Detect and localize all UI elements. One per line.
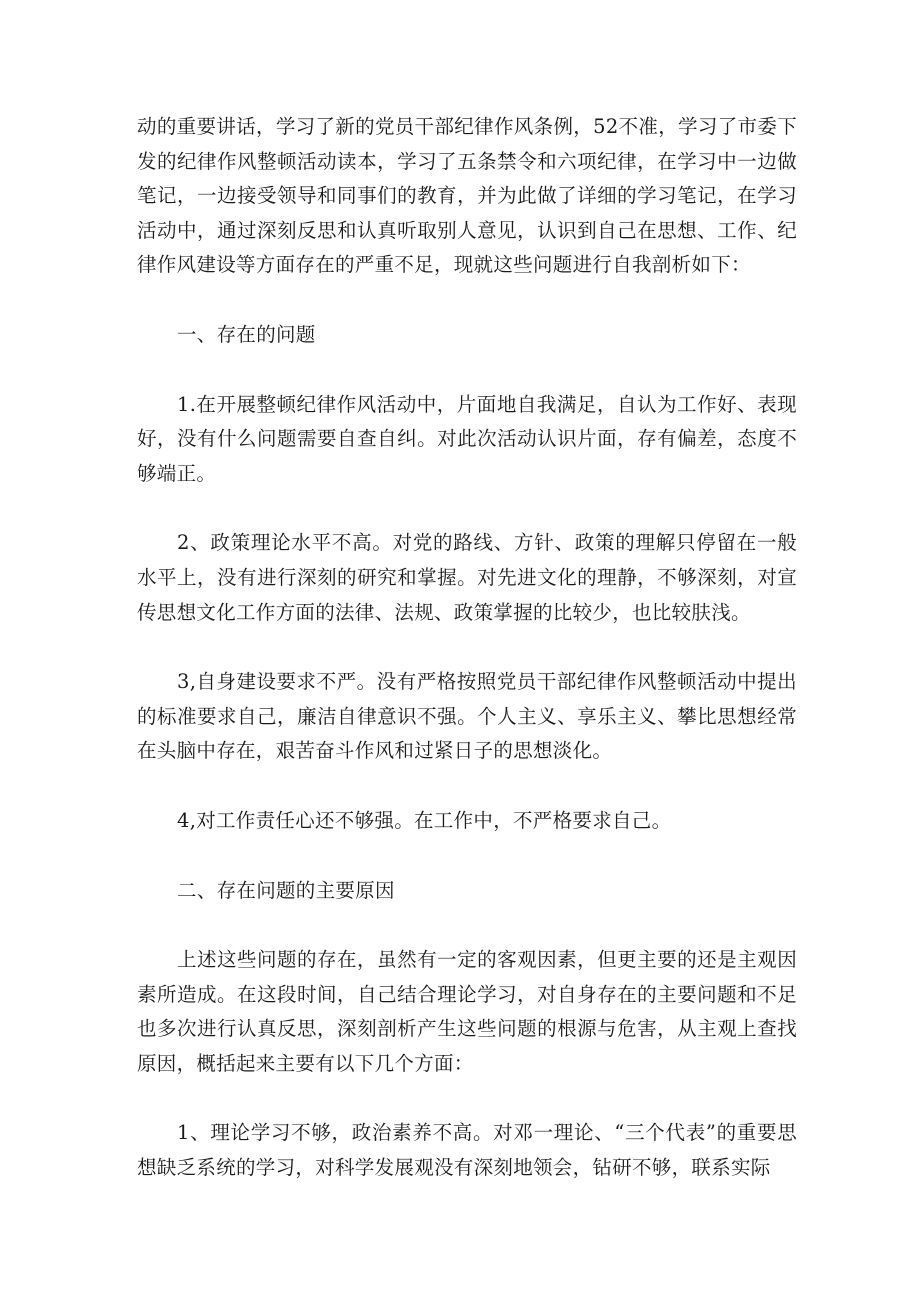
intro-paragraph: 动的重要讲话，学习了新的党员干部纪律作风条例，52不准，学习了市委下发的纪律作风整顿活动读本，学习了五条禁令和六项纪律，在学习中一边做笔记，一边接受领导和同事们的教育，并为此做了详细的学习笔记，在学习活动中，通过深刻反思和认真听取别人意见，认识到自己在思想、工作、纪律作风建设等方面存在的严重不足，现就这些问题进行自我剖析如下： <box>137 115 797 277</box>
problem-item-1: 1.在开展整顿纪律作风活动中，片面地自我满足，自认为工作好、表现好，没有什么问题需要自查自纠。对此次活动认识片面，存有偏差，态度不够端正。 <box>137 392 797 485</box>
section-heading-causes: 二、存在问题的主要原因 <box>177 878 395 902</box>
section-heading-problems: 一、存在的问题 <box>177 322 316 346</box>
problem-item-2: 2、政策理论水平不高。对党的路线、方针、政策的理解只停留在一般水平上，没有进行深刻的研究和掌握。对先进文化的理静，不够深刻，对宣传思想文化工作方面的法律、法规、政策掌握的比较少，也比较肤浅。 <box>137 531 797 624</box>
cause-item-1: 1、理论学习不够，政治素养不高。对邓一理论、“三个代表”的重要思想缺乏系统的学习，对科学发展观没有深刻地领会，钻研不够，联系实际 <box>137 1121 797 1180</box>
causes-intro-paragraph: 上述这些问题的存在，虽然有一定的客观因素，但更主要的还是主观因素所造成。在这段时间，自己结合理论学习，对自身存在的主要问题和不足也多次进行认真反思，深刻剖析产生这些问题的根源与危害，从主观上查找原因，概括起来主要有以下几个方面： <box>137 948 797 1075</box>
problem-item-4: 4,对工作责任心还不够强。在工作中，不严格要求自己。 <box>177 808 672 832</box>
document-page <box>137 110 797 1221</box>
problem-item-3: 3,自身建设要求不严。没有严格按照党员干部纪律作风整顿活动中提出的标准要求自己，廉洁自律意识不强。个人主义、享乐主义、攀比思想经常在头脑中存在，艰苦奋斗作风和过紧日子的思想淡化。 <box>137 670 797 763</box>
